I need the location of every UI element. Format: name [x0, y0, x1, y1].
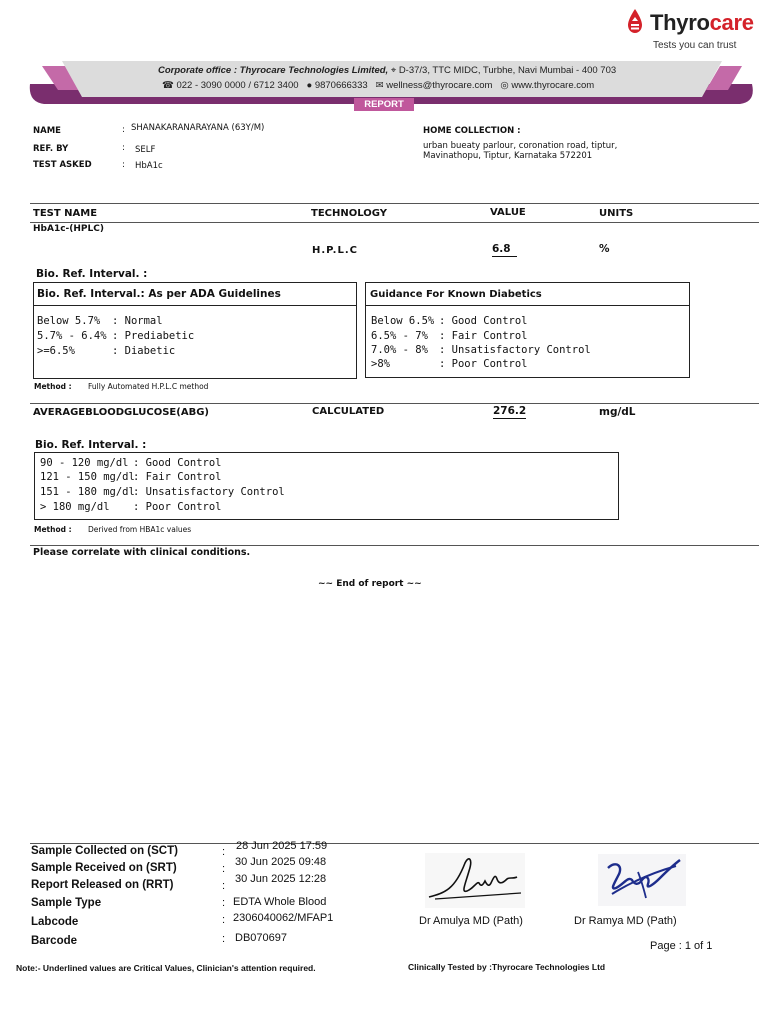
sample-type-label: Sample Type: [31, 897, 102, 909]
home-address-line2: Mavinathopu, Tiptur, Karnataka 572201: [423, 151, 593, 161]
whatsapp-number: 9870666333: [314, 80, 368, 91]
labcode-label: Labcode: [31, 916, 79, 928]
barcode-label: Barcode: [31, 935, 78, 947]
name-label: NAME: [33, 126, 61, 136]
ada-row: Below 5.7%: [37, 315, 101, 327]
corporate-address-line: Corporate office : Thyrocare Technologies Limited, ⌖ D-37/3, TTC MIDC, Turbhe, Navi Mumbai - 400 703: [158, 65, 617, 76]
divider: [30, 222, 759, 223]
abg-value: 276.2: [493, 405, 527, 417]
ada-row-label: : Prediabetic: [112, 330, 195, 342]
abg-row-label: : Unsatisfactory Control: [133, 486, 285, 498]
home-collection-label: HOME COLLECTION :: [423, 126, 521, 136]
ada-row: >=6.5%: [37, 345, 75, 357]
hba1c-technology: H.P.L.C: [312, 245, 358, 256]
email-address: wellness@thyrocare.com: [386, 80, 493, 91]
clinically-tested-by: Clinically Tested by :Thyrocare Technologies Ltd: [408, 962, 606, 972]
test-sep: :: [122, 160, 125, 170]
report-tab: REPORT: [354, 98, 414, 111]
abg-bio-ref-title: Bio. Ref. Interval. :: [35, 439, 147, 451]
abg-units: mg/dL: [599, 406, 636, 418]
ada-row-label: : Normal: [112, 315, 163, 327]
sample-type-value: EDTA Whole Blood: [233, 896, 327, 908]
abg-row: > 180 mg/dl: [40, 501, 110, 513]
globe-icon: ◎: [500, 80, 509, 91]
known-diabetics-box: [365, 282, 690, 378]
phone-icon: ☎: [162, 80, 174, 91]
hba1c-bio-ref-title: Bio. Ref. Interval. :: [36, 268, 148, 280]
brand-tagline: Tests you can trust: [653, 40, 737, 51]
page-number: Page : 1 of 1: [650, 940, 713, 952]
abg-technology: CALCULATED: [312, 406, 385, 417]
colon: :: [222, 880, 226, 892]
brand-name: Thyrocare: [650, 10, 754, 35]
abg-method-label: Method :: [34, 525, 72, 534]
guide-row: 7.0% - 8%: [371, 344, 428, 356]
report-released-label: Report Released on (RRT): [31, 879, 174, 891]
end-of-report: ~~ End of report ~~: [318, 579, 422, 589]
col-value: VALUE: [490, 207, 526, 218]
abg-row: 151 - 180 mg/dl: [40, 486, 135, 498]
hba1c-test-name: HbA1c-(HPLC): [33, 224, 104, 234]
ref-sep: :: [122, 143, 125, 153]
abg-row: 90 - 120 mg/dl: [40, 457, 129, 469]
doctor1-name: Dr Amulya MD (Path): [419, 915, 523, 927]
col-test-name: TEST NAME: [33, 208, 98, 219]
report-released-value: 30 Jun 2025 12:28: [235, 873, 327, 885]
thyrocare-logo-icon: [626, 8, 644, 34]
barcode-value: DB070697: [235, 932, 287, 944]
guide-row: Below 6.5%: [371, 315, 435, 327]
test-asked-label: TEST ASKED: [33, 160, 92, 170]
abg-ref-box: [34, 452, 619, 520]
abg-method-value: Derived from HBA1c values: [88, 525, 192, 534]
abg-row: 121 - 150 mg/dl: [40, 471, 135, 483]
footer-divider: [30, 843, 759, 844]
abg-row-label: : Fair Control: [133, 471, 222, 483]
signature-ramya: [598, 854, 686, 906]
hba1c-method-label: Method :: [34, 382, 72, 391]
sample-collected-label: Sample Collected on (SCT): [31, 845, 178, 857]
abg-row-label: : Good Control: [133, 457, 222, 469]
guide-row-label: : Fair Control: [439, 330, 528, 342]
colon: :: [222, 914, 226, 926]
hba1c-units: %: [599, 243, 610, 255]
ada-guidelines-box: [33, 282, 357, 379]
colon: :: [222, 897, 226, 909]
website: www.thyrocare.com: [511, 80, 595, 91]
sample-received-label: Sample Received on (SRT): [31, 862, 177, 874]
guidance-box-title: Guidance For Known Diabetics: [370, 289, 542, 300]
labcode-value: 2306040062/MFAP1: [233, 912, 334, 924]
doctor2-name: Dr Ramya MD (Path): [574, 915, 677, 927]
abg-row-label: : Poor Control: [133, 501, 222, 513]
guide-row: >8%: [371, 358, 390, 370]
correlate-note: Please correlate with clinical conditions.: [33, 547, 251, 558]
guide-row-label: : Poor Control: [439, 358, 528, 370]
divider: [30, 545, 759, 546]
colon: :: [222, 846, 226, 858]
sample-collected-value: 28 Jun 2025 17:59: [236, 840, 328, 852]
name-sep: :: [122, 125, 125, 135]
divider: [30, 403, 759, 404]
contact-line: [162, 80, 594, 91]
phone-number: 022 - 3090 0000 / 6712 3400: [176, 80, 299, 91]
hba1c-value: 6.8: [492, 243, 517, 257]
patient-name: SHANAKARANARAYANA (63Y/M): [131, 123, 265, 133]
col-units: UNITS: [599, 208, 634, 219]
ada-box-title: Bio. Ref. Interval.: As per ADA Guidelines: [37, 288, 281, 300]
abg-test-name: AVERAGEBLOODGLUCOSE(ABG): [33, 407, 209, 418]
ref-by-value: SELF: [135, 145, 156, 155]
location-pin-icon: ⌖: [390, 65, 397, 76]
test-asked-value: HbA1c: [135, 161, 163, 171]
guide-row-label: : Unsatisfactory Control: [439, 344, 591, 356]
email-icon: ✉: [375, 80, 384, 91]
guide-row-label: : Good Control: [439, 315, 528, 327]
sample-received-value: 30 Jun 2025 09:48: [235, 856, 327, 868]
critical-values-note: Note:- Underlined values are Critical Values, Clinician's attention required.: [16, 963, 316, 973]
signature-amulya: [425, 853, 525, 908]
ada-row: 5.7% - 6.4%: [37, 330, 107, 342]
colon: :: [222, 933, 226, 945]
colon: :: [222, 863, 226, 875]
whatsapp-icon: ●: [306, 80, 313, 91]
guide-row: 6.5% - 7%: [371, 330, 428, 342]
divider: [30, 203, 759, 204]
hba1c-method-value: Fully Automated H.P.L.C method: [88, 382, 209, 391]
ada-row-label: : Diabetic: [112, 345, 176, 357]
home-address-line1: urban bueaty parlour, coronation road, tiptur,: [423, 141, 618, 151]
ref-by-label: REF. BY: [33, 144, 69, 154]
col-technology: TECHNOLOGY: [311, 208, 387, 219]
